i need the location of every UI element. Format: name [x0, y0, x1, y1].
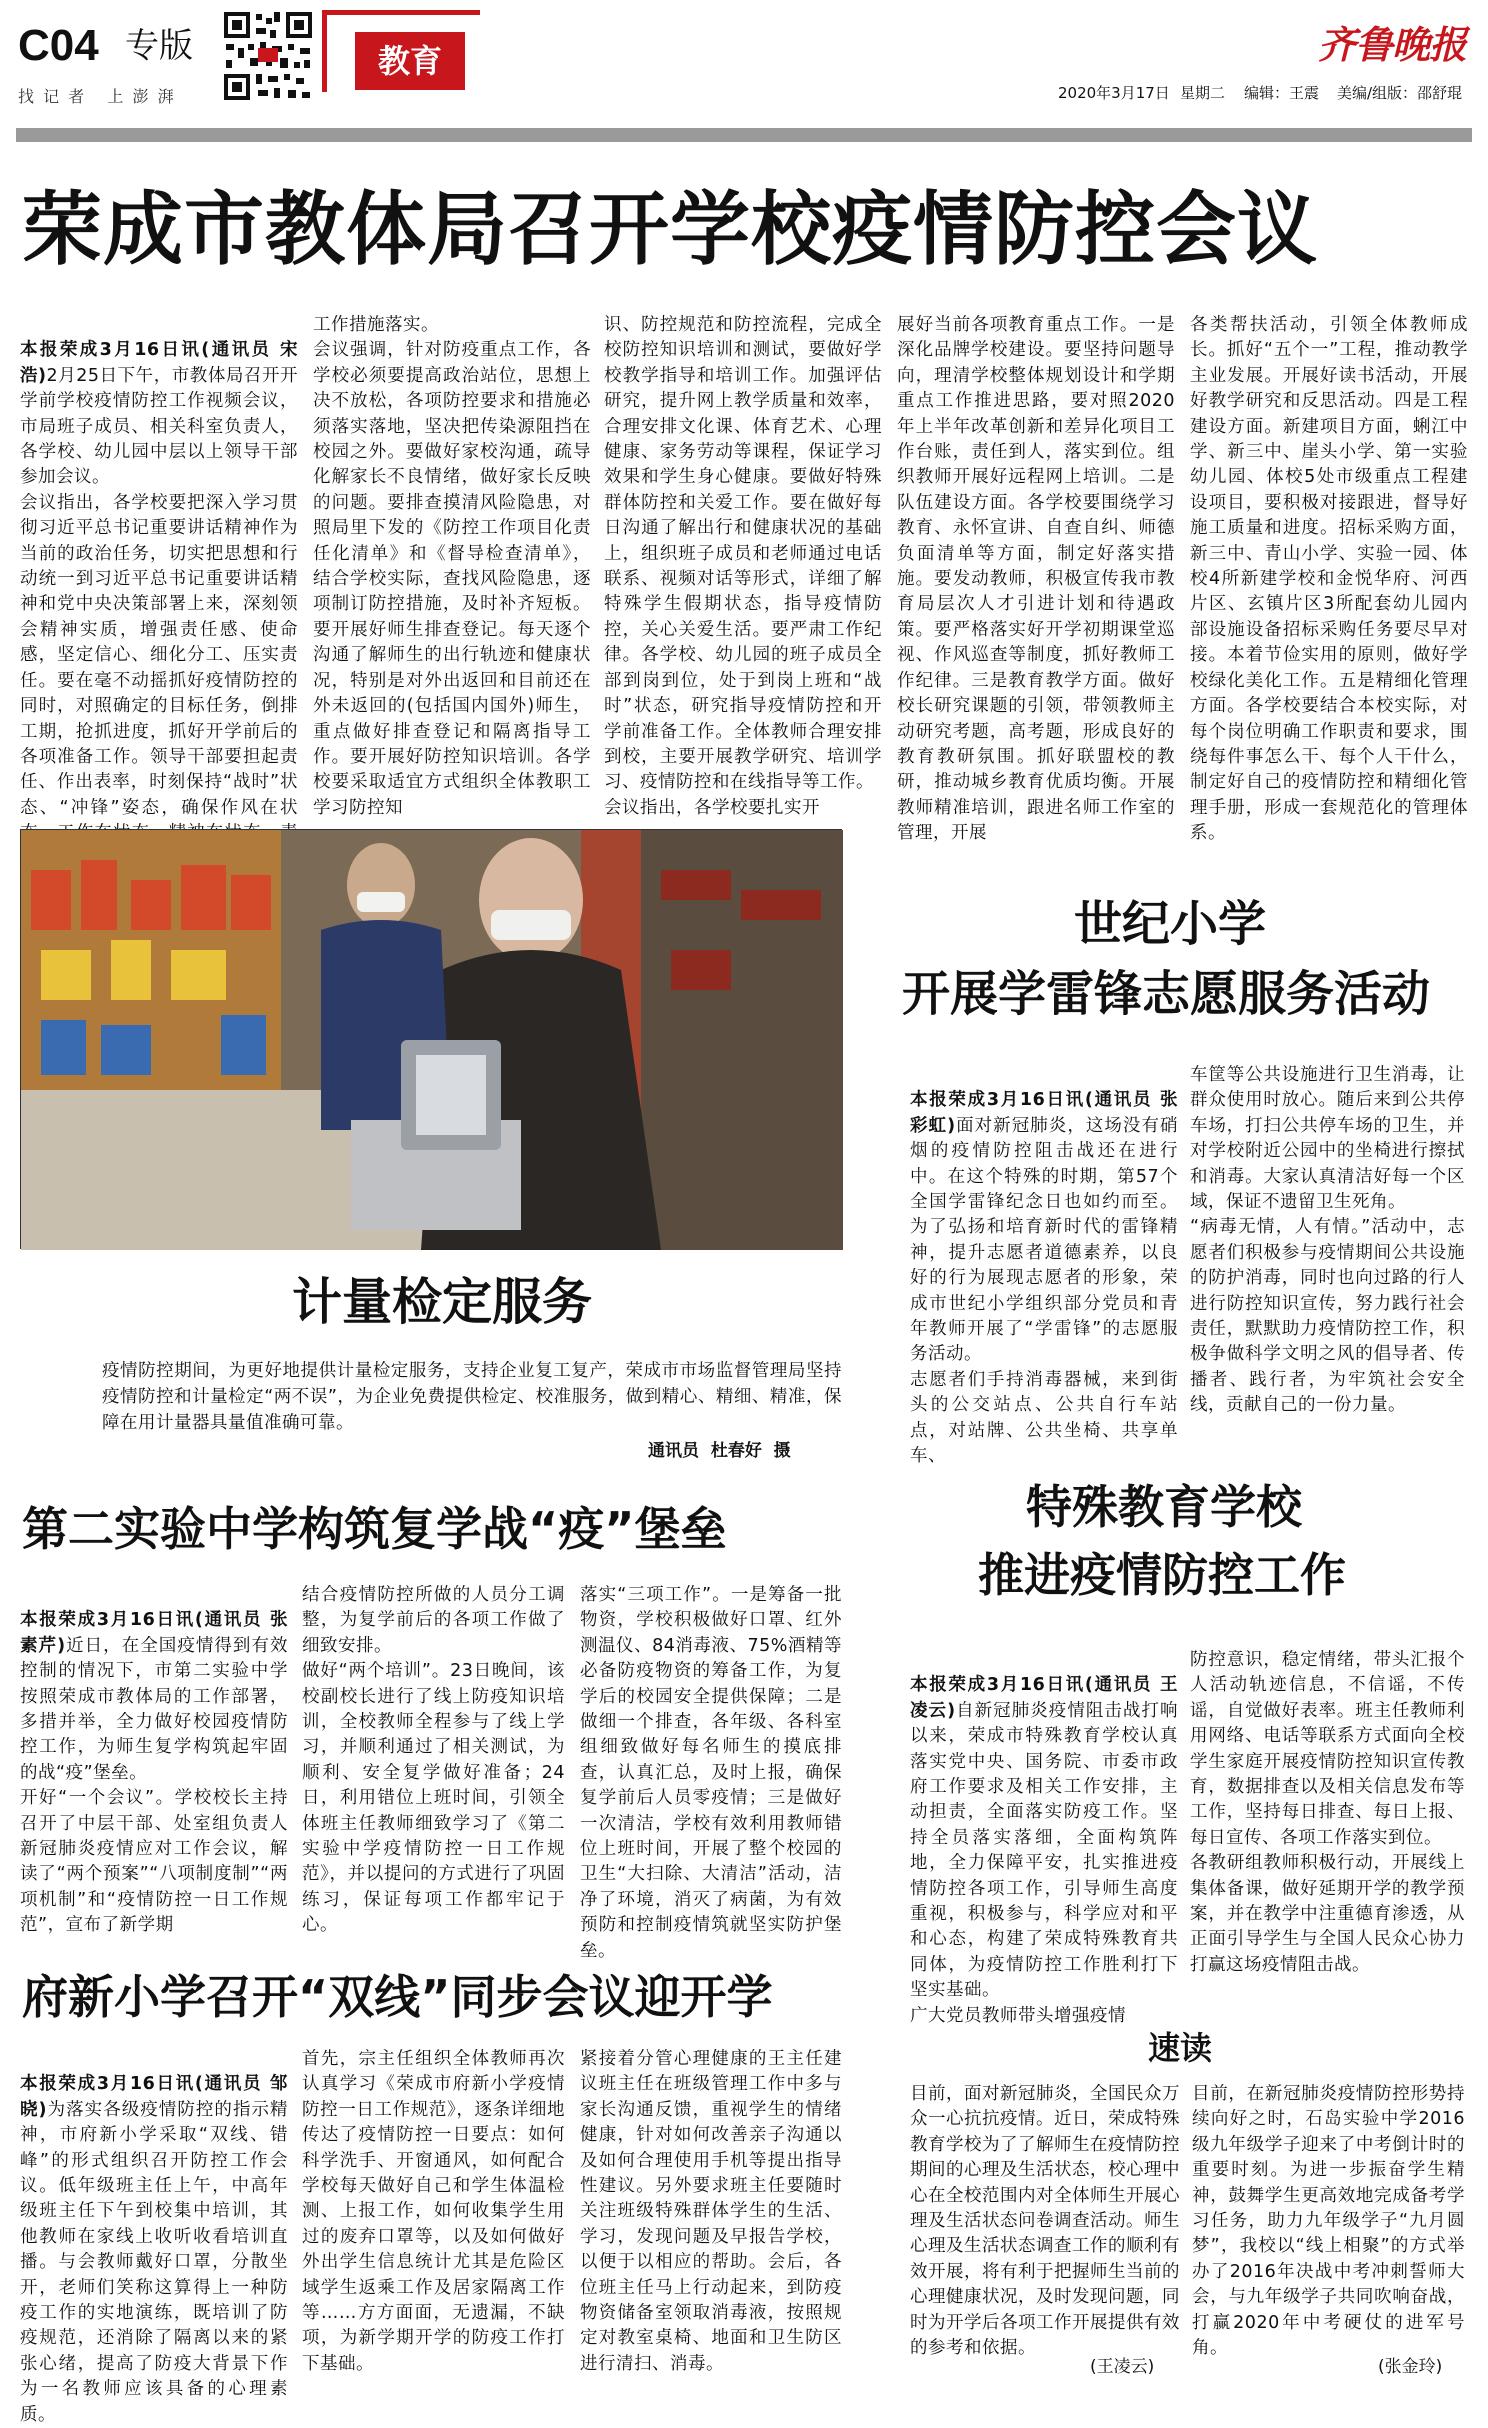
page-number: C04: [18, 21, 99, 70]
dier-column-1: [20, 1583, 288, 1958]
fuxin-column-2: 首先，宗主任组织全体教师再次认真学习《荣成市府新小学疫情防控一日工作规范》，逐条详细地传达了疫情防控一日要点：如何科学洗手、开窗通风，如何配合学校每天做好自己和学生体温检测、上报工作，如何收集学生用过的废弃口罩等，以及如何做好外出学生信息统计尤其是危险区域学生返乘工作及居家隔离工作等……方方面面，无遗漏，不缺项，为新学期开学的防疫工作打下基础。: [302, 2049, 565, 2374]
dier-headline: 第二实验中学构筑复学战“疫”堡垒: [22, 1502, 727, 1556]
brief-item-2: 目前，在新冠肺炎疫情防控形势持续向好之时，石岛实验中学2016级九年级学子迎来了中考倒计时的重要时刻。为进一步振奋学生精神，鼓舞学生更高效地完成备考学习任务，助力九年级学子“九月圆梦”，我校以“线上相聚”的方式举办了2016年决战中考冲刺誓师大会，与九年级学子共同吹响奋战，打赢2020年中考硬仗的进军号角。: [1192, 2084, 1465, 2359]
shiji-headline-line2: 开展学雷锋志愿服务活动: [902, 966, 1431, 1022]
photo-caption: 疫情防控期间，为更好地提供计量检定服务，支持企业复工复产，荣成市市场监督管理局坚持疫情防控和计量检定“两不误”，为企业免费提供检定、校准服务，做到精心、精细、精准，保障在用计量器具量值准确可靠。: [102, 1361, 842, 1433]
dier-dateline: 本报荣成3月16日讯(通讯员 张素芹): [20, 1610, 288, 1656]
shiji-headline-line1: 世纪小学: [1074, 896, 1267, 952]
masthead-rule: [16, 128, 1472, 142]
qr-code-icon: [222, 10, 314, 102]
teshu-column-1: [910, 1648, 1179, 2026]
shiji-dateline: 本报荣成3月16日讯(通讯员 张彩虹): [910, 1090, 1178, 1136]
lead-column-4: 展好当前各项教育重点工作。一是深化品牌学校建设。要坚持问题导向，理清学校整体规划设计和学期重点工作推进思路，要对照2020年上半年改革创新和差异化项目工作台账，责任到人，落实到位。组织教师开展好远程网上培训。二是队伍建设方面。各学校要围绕学习教育、永怀宣讲、自查自纠、师德负面清单等方面，制定好落实措施。要发动教师，积极宣传我市教育局层次人才引进计划和待遇政策。要严格落实好开学初期课堂巡视、作风巡查等制度，抓好教师工作纪律。三是教育教学方面。做好校长研究课题的引领，带领教师主动研究考题，高考题，形成良好的教育教研氛围。抓好联盟校的教研，推动城乡教育优质均衡。开展教师精准培训，跟进名师工作室的管理，开展: [897, 315, 1175, 844]
lead-column-1: [20, 313, 298, 823]
shiji-column-2: 车筐等公共设施进行卫生消毒，让群众使用时放心。随后来到公共停车场，打扫公共停车场的卫生，并对学校附近公园中的坐椅进行擦拭和消毒。大家认真清洁好每一个区域，保证不遗留卫生死角。 “病毒无情，人有情。”活动中，志愿者们积极参与疫情期间公共设施的防护消毒，同时也向过路的行人进行防控知识宣传，努力践行社会责任，默默助力疫情防控工作，积极争做科学文明之风的倡导者、传播者、践行者，为牢筑社会安全线，贡献自己的一份力量。: [1190, 1065, 1465, 1416]
section-type: 专版: [125, 26, 193, 66]
brief-credit-2: (张金玲): [1378, 2357, 1443, 2377]
lead-column-2: 工作措施落实。 会议强调，针对防疫重点工作，各学校必须要提高政治站位，思想上决不放松，各项防控要求和措施必须落实落地，坚决把传染源阻挡在校园之外。要做好家校沟通，疏导化解家长不良情绪，做好家长反映的问题。要排查摸清风险隐患，对照局里下发的《防控工作项目化责任化清单》和《督导检查清单》，结合学校实际，查找风险隐患，逐项制订防控措施，及时补齐短板。要开展好师生排查登记。每天逐个沟通了解师生的出行轨迹和健康状况，特别是对外出返回和目前还在外未返回的(包括国内国外)师生，重点做好排查登记和隔离指导工作。要开展好防控知识培训。各学校要采取适宜方式组织全体教职工学习防控知: [313, 315, 591, 818]
shiji-text-1: 面对新冠肺炎，这场没有硝烟的疫情防控阻击战还在进行中。在这个特殊的时期，第57个全国学雷锋纪念日也如约而至。为了弘扬和培育新时代的雷锋精神，提升志愿者道德素养，以良好的行为展现志愿者的形象，荣成市世纪小学组织部分党员和青年教师开展了“学雷锋”的志愿服务活动。 志愿者们手持消毒器械，来到街头的公交站点、公共自行车站点，对站牌、公共坐椅、共享单车、: [910, 1115, 1179, 1467]
editor-credit: 编辑：王震: [1244, 84, 1320, 102]
fuxin-text-1: 为落实各级疫情防控的指示精神，市府新小学采取“双线、错峰”的形式组织召开防控工作会议。低年级班主任上午，中高年级班主任下午到校集中培训，其他教师在家线上收听收看培训直播。与会教师戴好口罩，分散坐开，老师们笑称这算得上一种防疫工作的实地演练，既培训了防疫规范，还消除了隔离以来的紧张心绪，提高了防疫大背景下作为一名教师应该具备的心理素质。: [20, 2099, 289, 2425]
photo-credit: 通讯员 杜春好 摄: [648, 1441, 791, 1461]
lead-headline: 荣成市教体局召开学校疫情防控会议: [22, 183, 1318, 276]
masthead-slogan: 找 记 者 上 澎 湃: [18, 87, 176, 106]
teshu-text-1: 自新冠肺炎疫情阻击战打响以来，荣成市特殊教育学校认真落实党中央、国务院、市委市政府工作要求及相关工作安排，主动担责，全面落实防疫工作。坚持全员落实落细，全面构筑阵地，全力保障平安，扎实推进疫情防控各项工作，引导师生高度重视，积极参与，科学应对和平和心态，构建了荣成特殊教育共同体，为疫情防控工作胜利打下坚实基础。 广大党员教师带头增强疫情: [910, 1700, 1179, 2026]
lead-text-1: 2月25日下午，市教体局召开开学前学校疫情防控工作视频会议，市局班子成员、相关科室负责人，各学校、幼儿园中层以上领导干部参加会议。 会议指出，各学校要把深入学习贯彻习近平总书记重要讲话精神作为当前的政治任务，切实把思想和行动统一到习近平总书记重要讲话精神和党中央决策部署上来，深刻领会精神实质，增强责任感、使命感，坚定信心、细化分工、压实责任。要在毫不动摇抓好疫情防控的同时，对照确定的目标任务，倒排工期，抢抓进度，抓好开学前后的各项准备工作。领导干部要担起责任、作出表率，时刻保持“战时”状态、“冲锋”姿态，确保作风在状: [20, 365, 298, 818]
photo-title: 计量检定服务: [292, 1273, 592, 1331]
dier-column-2: 结合疫情防控所做的人员分工调整，为复学前后的各项工作做了细致安排。 做好“两个培训”。23日晚间，该校副校长进行了线上防疫知识培训，全校教师全程参与了线上学习，并顺利通过了相关测试，为顺利、安全复学做好准备；24日，利用错位上班时间，引领全体班主任教师细致学习了《第二实验中学疫情防控一日工作规范》，并以提问的方式进行了巩固练习，保证每项工作都牢记于心。: [302, 1585, 565, 1936]
section-label: 教育: [355, 32, 465, 90]
teshu-headline-line1: 特殊教育学校: [1026, 1480, 1302, 1534]
brief-item-1: 目前，面对新冠肺炎，全国民众万众一心抗抗疫情。近日，荣成特殊教育学校为了了解师生在疫情防控期间的心理及生活状态，校心理中心在全校范围内对全体师生开展心理及生活状态问卷调查活动。师生心理及生活状态调查工作的顺利有效开展，将有利于把握师生当前的心理健康状况，及时发现问题，同时为开学后各项工作开展提供有效的参考和依据。: [910, 2084, 1180, 2359]
teshu-column-2: 防控意识，稳定情绪，带头汇报个人活动轨迹信息，不信谣，不传谣，自觉做好表率。班主任教师利用网络、电话等联系方式面向全校学生家庭开展疫情防控知识宣传教育，数据排查以及相关信息发布等工作，坚持每日排查、每日上报、每日宣传、各项工作落实到位。 各教研组教师积极行动，开展线上集体备课，做好延期开学的教学预案，并在教学中注重德育渗透，从正面引导学生与全国人民众心协力打赢这场疫情阻击战。: [1190, 1650, 1465, 1975]
fuxin-headline: 府新小学召开“双线”同步会议迎开学: [22, 1970, 773, 2024]
newspaper-logo: 齐鲁晚报: [1318, 22, 1467, 67]
dier-text-1: 近日，在全国疫情得到有效控制的情况下，市第二实验中学按照荣成市教体局的工作部署，多措并举，全力做好校园疫情防控工作，为师生复学构筑起牢固的战“疫”堡垒。 开好“一个会议”。学校校长主持召开了中层干部、处室组负责人新冠肺炎疫情应对工作会议，解读了“两个预案”“八项制度制”“两项机制”和“疫情防控一日工作规范”，宣布了新学期: [20, 1635, 289, 1936]
fuxin-column-1: [20, 2047, 289, 2425]
brief-heading: 速读: [1148, 2029, 1213, 2067]
lead-column-3: 识、防控规范和防控流程，完成全校防控知识培训和测试，要做好学校教学指导和培训工作。加强评估研究，提升网上教学质量和效率，合理安排文化课、体育艺术、心理健康、家务劳动等课程，保证学习效果和学生身心健康。要做好特殊群体防控和关爱工作。要在做好每日沟通了解出行和健康状况的基础上，组织班子成员和老师通过电话联系、视频对话等形式，详细了解特殊学生假期状态，指导疫情防控，关心关爱生活。要严肃工作纪律。各学校、幼儿园的班子成员全部到岗到位，处于到岗上班和“战时”状态，研究指导疫情防控和开学前准备工作。全体教师合理安排到校，主要开展教学研究、培训学习、疫情防控和在线指导等工作。 会议指出，各学校要扎实开: [604, 315, 882, 818]
dier-column-3: 落实“三项工作”。一是筹备一批物资，学校积极做好口罩、红外测温仪、84消毒液、75%酒精等必备防疫物资的筹备工作，为复学后的校园安全提供保障；二是做细一个排查，各年级、各科室组细致做好每名师生的摸底排查，认真汇总，及时上报，确保复学前后人员零疫情；三是做好一次清洁，学校有效利用教师错位上班时间，开展了整个校园的卫生“大扫除、大清洁”活动，洁净了环境，消灭了病菌，为有效预防和控制疫情筑就坚实防护堡垒。: [580, 1585, 842, 1961]
lead-column-5: 各类帮扶活动，引领全体教师成长。抓好“五个一”工程，推动教学主业发展。开展好读书活动，开展好教学研究和反思活动。四是工程建设方面。新建项目方面，蜊江中学、新三中、崖头小学、第一实验幼儿园、体校5处市级重点工程建设项目，要积极对接跟进，督导好施工质量和进度。招标采购方面，新三中、青山小学、实验一园、体校4所新建学校和金悦华府、河西片区、玄镇片区3所配套幼儿园内部设施设备招标采购任务要尽早对接。本着节俭实用的原则，做好学校绿化美化工作。五是精细化管理方面。各学校要结合本校实际，对每个岗位明确工作职责和要求，围绕每件事怎么干、每个人干什么，制定好自己的疫情防控和精细化管理手册，形成一套规范化的管理体系。: [1190, 315, 1468, 844]
brief-credit-1: (王凌云): [1090, 2357, 1155, 2377]
issue-date: 2020年3月17日: [1058, 84, 1170, 102]
shiji-column-1: [910, 1063, 1179, 1467]
fuxin-dateline: 本报荣成3月16日讯(通讯员 邹晓): [20, 2074, 288, 2120]
lead-dateline: 本报荣成3月16日讯(通讯员 宋浩): [20, 340, 298, 386]
news-photo: [20, 829, 842, 1249]
fuxin-column-3: 紧接着分管心理健康的王主任建议班主任在班级管理工作中多与家长沟通反馈，重视学生的情绪健康，针对如何改善亲子沟通以及如何合理使用手机等提出指导性建议。另外要求班主任要随时关注班级特殊群体学生的生活、学习，发现问题及早报告学校，以便于以相应的帮助。会后，各位班主任马上行动起来，到防疫物资储备室领取消毒液，按照规定对教室桌椅、地面和卫生防区进行清扫、消毒。: [580, 2049, 842, 2374]
teshu-headline-line2: 推进疫情防控工作: [978, 1548, 1346, 1602]
issue-weekday: 星期二: [1180, 84, 1226, 102]
teshu-dateline: 本报荣成3月16日讯(通讯员 王凌云): [910, 1675, 1178, 1721]
designer-credit: 美编/组版：邵舒琨: [1337, 84, 1463, 102]
